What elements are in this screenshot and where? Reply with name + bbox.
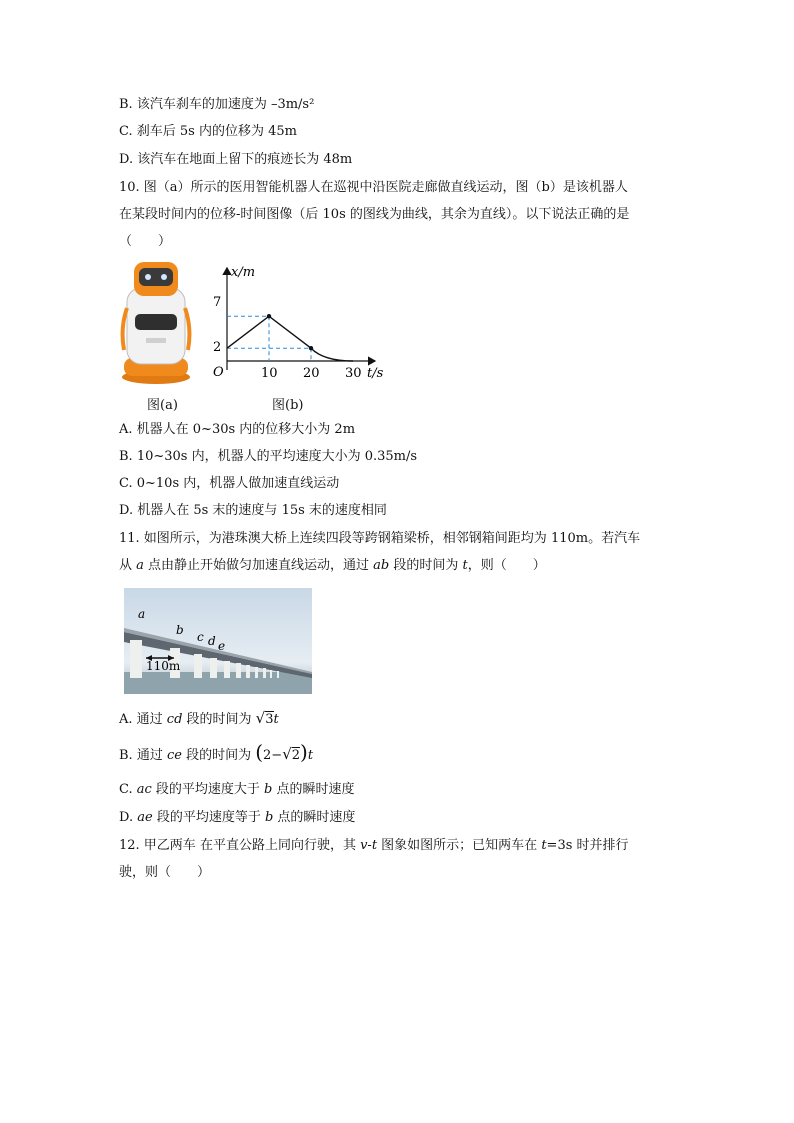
- series-line: [227, 316, 353, 361]
- q12-vt: v-t: [360, 838, 378, 853]
- q12-text: 图象如图所示；已知两车在: [377, 838, 542, 853]
- q12-text: 12. 甲乙两车 在平直公路上同向行驶，其: [119, 838, 361, 853]
- sqrt2-radicand: 2: [291, 748, 301, 763]
- bridge-photo: [124, 588, 312, 694]
- bridge-label-e: e: [218, 639, 226, 653]
- q11c-text: 点的瞬时速度: [272, 782, 355, 797]
- x-tick-20: 20: [303, 366, 320, 381]
- math-minus: −: [271, 748, 283, 763]
- data-point-20: [309, 346, 313, 350]
- math-two: 2: [263, 748, 272, 763]
- robot-figure: [118, 258, 194, 386]
- q12-stem-line1: [119, 837, 629, 855]
- sqrt-symbol: √: [255, 709, 266, 727]
- q11-option-c: [119, 781, 355, 799]
- q11d-point: b: [264, 810, 274, 825]
- q10-option-d: D. 机器人在 5s 末的速度与 15s 末的速度相同: [119, 503, 387, 518]
- q11b-seg: ce: [166, 748, 182, 763]
- paren-open: (: [255, 740, 264, 764]
- bridge-label-b: b: [176, 623, 184, 637]
- q11-text: 从: [119, 558, 137, 573]
- q11-text: ，则（ ）: [467, 558, 546, 573]
- q9-option-c: C. 刹车后 5s 内的位移为 45m: [119, 124, 297, 139]
- paren-close: ): [300, 740, 308, 764]
- q11-time-t: t: [462, 558, 468, 573]
- q10-stem-line1: 10. 图（a）所示的医用智能机器人在巡视中沿医院走廊做直线运动，图（b）是该机器人: [119, 180, 628, 195]
- caption-a: 图(a): [147, 398, 178, 413]
- q12-text: =3s 时并排行: [546, 838, 629, 853]
- time-t: t: [273, 712, 279, 727]
- q9-option-b: B. 该汽车刹车的加速度为 –3m/s²: [119, 97, 315, 112]
- q11d-text: 点的瞬时速度: [273, 810, 356, 825]
- q11-text: 点由静止开始做匀加速直线运动，通过: [143, 558, 374, 573]
- q11-option-d: [119, 809, 355, 827]
- x-tick-30: 30: [345, 366, 362, 381]
- bridge-label-c: c: [197, 630, 204, 644]
- bridge-label-a: a: [138, 607, 146, 621]
- q9-option-d: D. 该汽车在地面上留下的痕迹长为 48m: [119, 152, 353, 167]
- q11b-text: B. 通过: [119, 748, 167, 763]
- q11-text: 段的时间为: [389, 558, 463, 573]
- bridge-label-d: d: [208, 634, 216, 648]
- q12-t: t: [541, 838, 547, 853]
- q11d-seg: ae: [137, 810, 153, 825]
- q11-seg-ab: ab: [373, 558, 390, 573]
- q10-option-a: A. 机器人在 0~30s 内的位移大小为 2m: [119, 422, 356, 437]
- q11-option-a: [119, 709, 279, 729]
- q11c-seg: ac: [136, 782, 152, 797]
- q11-option-b: [119, 740, 314, 765]
- q11c-text: 段的平均速度大于: [151, 782, 265, 797]
- q10-stem-line2: 在某段时间内的位移-时间图像（后 10s 的图线为曲线，其余为直线）。以下说法正确的是: [119, 207, 630, 222]
- bridge-distance: 110m: [146, 659, 181, 673]
- data-point-10: [267, 314, 271, 318]
- q11d-text: D.: [119, 810, 138, 825]
- q11c-text: C.: [119, 782, 137, 797]
- q10-stem-line3: （ ）: [119, 234, 172, 249]
- sqrt3-radicand: 3: [265, 712, 274, 727]
- q12-stem-line2: 驶，则（ ）: [119, 865, 211, 880]
- q10-option-b: B. 10~30s 内，机器人的平均速度大小为 0.35m/s: [119, 449, 418, 464]
- q11-point-a: a: [136, 558, 144, 573]
- sqrt-symbol: √: [282, 745, 292, 763]
- x-tick-10: 10: [261, 366, 278, 381]
- q11d-text: 段的平均速度等于: [152, 810, 265, 825]
- q10-option-c: C. 0~10s 内，机器人做加速直线运动: [119, 476, 340, 491]
- x-axis-label: t/s: [367, 366, 384, 381]
- origin-label: O: [213, 365, 224, 380]
- q11c-point: b: [264, 782, 273, 797]
- q11a-text: 段的时间为: [182, 712, 256, 727]
- q11b-text: 段的时间为: [181, 748, 256, 763]
- q11a-text: A. 通过: [119, 712, 167, 727]
- q11-stem-line1: 11. 如图所示，为港珠澳大桥上连续四段等跨钢箱梁桥，相邻钢箱间距均为 110m。若汽车: [119, 531, 641, 546]
- y-tick-7: 7: [213, 295, 222, 310]
- xt-graph: [205, 262, 395, 388]
- caption-b: 图(b): [272, 398, 304, 413]
- q11a-seg: cd: [166, 712, 183, 727]
- time-t: t: [307, 748, 314, 763]
- y-tick-2: 2: [213, 340, 222, 355]
- y-axis-label: x/m: [231, 265, 256, 280]
- q11-stem-line2: [119, 557, 546, 575]
